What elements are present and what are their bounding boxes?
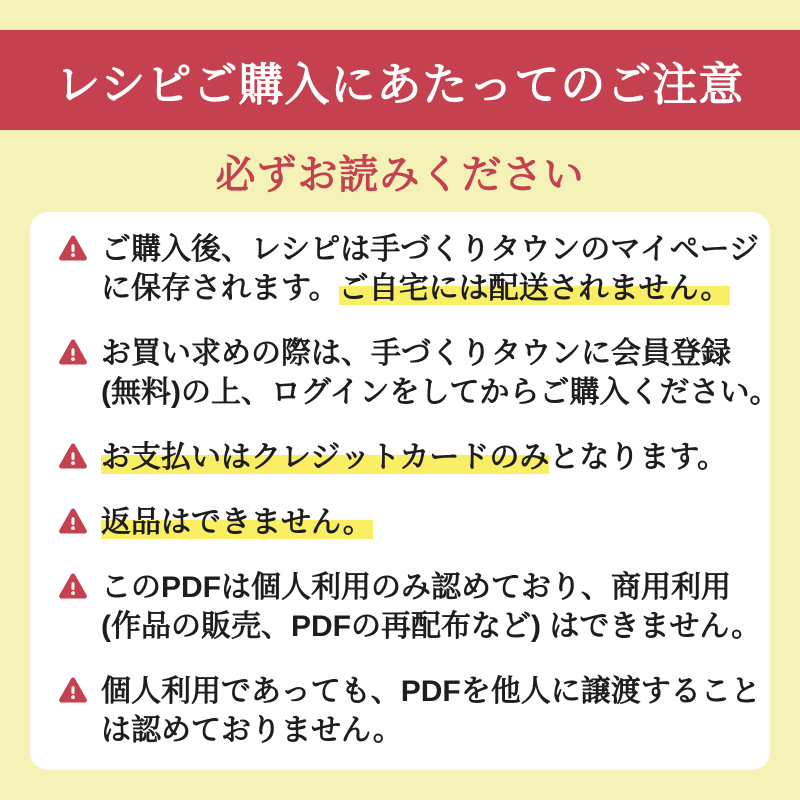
notice-text: となります。 bbox=[549, 441, 727, 474]
notice-line bbox=[101, 711, 761, 750]
notice-text: (作品の販売、PDFの再配布など) はできません。 bbox=[101, 610, 762, 643]
notice-item bbox=[58, 230, 760, 308]
subtitle-row bbox=[0, 130, 800, 212]
warning-triangle-icon bbox=[58, 507, 88, 537]
notice-lines bbox=[101, 503, 373, 542]
notice-text: このPDFは個人利用のみ認めており、商用利用 bbox=[101, 571, 731, 604]
highlighted-text: ご自宅には配送されません。 bbox=[338, 272, 731, 305]
notice-line bbox=[101, 334, 779, 373]
warning-triangle-icon bbox=[58, 676, 88, 706]
notice-line bbox=[101, 373, 779, 412]
notice-lines bbox=[101, 230, 759, 308]
page-title: レシピご購入にあたってのご注意 bbox=[55, 58, 745, 110]
warning-triangle-icon bbox=[58, 234, 88, 264]
notice-line bbox=[101, 607, 761, 646]
notice-item bbox=[58, 503, 746, 542]
warning-triangle-icon bbox=[58, 338, 88, 368]
notice-text: は認めておりません。 bbox=[101, 714, 403, 747]
header-banner bbox=[0, 30, 800, 130]
notice-item bbox=[58, 672, 761, 750]
notice-item bbox=[58, 438, 746, 477]
highlighted-text: お支払いはクレジットカードのみ bbox=[101, 441, 550, 474]
notice-text: (無料)の上、ログインをしてからご購入ください。 bbox=[101, 376, 780, 409]
notice-lines bbox=[101, 568, 761, 646]
notice-line bbox=[101, 568, 761, 607]
highlighted-text: 返品はできません。 bbox=[101, 506, 373, 539]
notice-line bbox=[101, 269, 759, 308]
notice-line bbox=[101, 503, 373, 542]
notice-item bbox=[58, 568, 762, 646]
notice-line bbox=[101, 230, 759, 269]
notice-text: 個人利用であっても、PDFを他人に譲渡すること bbox=[101, 675, 761, 708]
notice-text: に保存されます。 bbox=[101, 272, 339, 305]
notice-lines bbox=[101, 334, 779, 412]
must-read-label: 必ずお読みください bbox=[215, 152, 585, 197]
warning-triangle-icon bbox=[58, 572, 88, 602]
notice-line bbox=[101, 438, 727, 477]
notice-page bbox=[0, 30, 800, 800]
warning-triangle-icon bbox=[58, 442, 88, 472]
notice-text: お買い求めの際は、手づくりタウンに会員登録 bbox=[101, 337, 731, 370]
notice-lines bbox=[101, 672, 761, 750]
notice-lines bbox=[101, 438, 727, 477]
notice-text: ご購入後、レシピは手づくりタウンのマイページ bbox=[101, 233, 760, 266]
notice-item bbox=[58, 334, 780, 412]
notice-card bbox=[30, 212, 780, 770]
notice-line bbox=[101, 672, 761, 711]
